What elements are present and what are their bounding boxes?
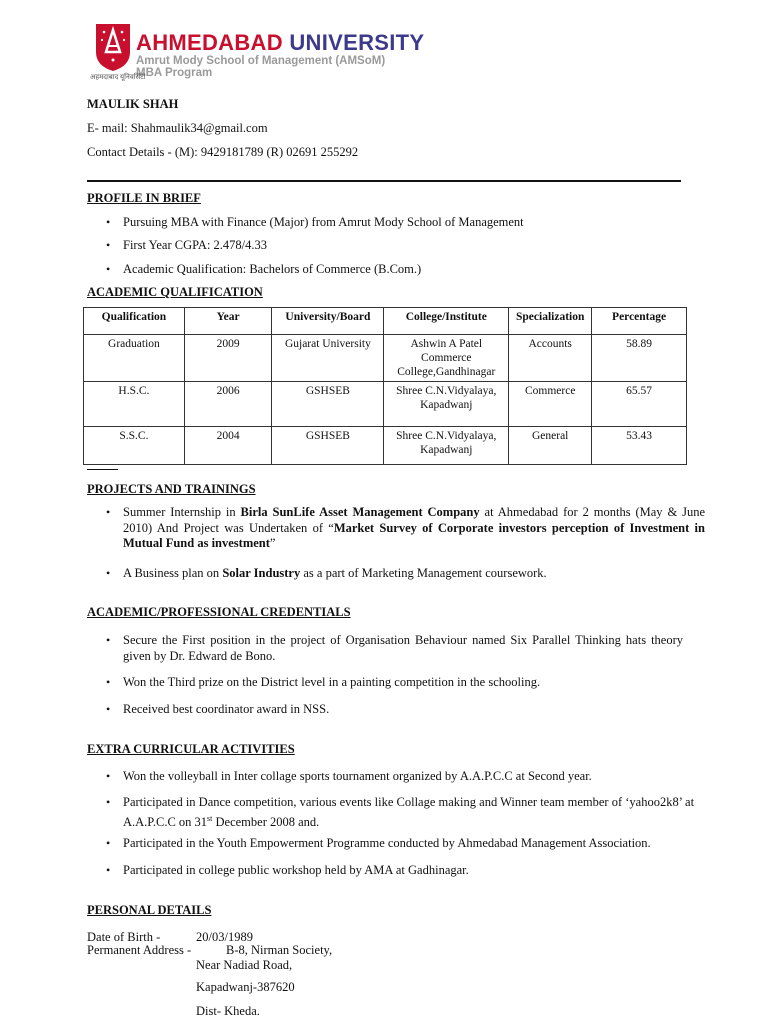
table-cell: 2006 xyxy=(184,382,272,427)
table-cell: Accounts xyxy=(509,335,592,382)
table-cell: Shree C.N.Vidyalaya, Kapadwanj xyxy=(384,382,509,427)
table-cell: 2004 xyxy=(184,427,272,465)
table-cell: Shree C.N.Vidyalaya, Kapadwanj xyxy=(384,427,509,465)
university-emblem-icon xyxy=(94,22,132,72)
column-header: Specialization xyxy=(509,308,592,335)
list-item: • Pursuing MBA with Finance (Major) from Amrut Mody School of Management xyxy=(123,215,524,231)
candidate-name: MAULIK SHAH xyxy=(87,97,179,111)
list-item: • Won the Third prize on the District level in a painting competition in the schooling. xyxy=(123,675,705,691)
address-label: Permanent Address - xyxy=(87,943,192,957)
list-item: • Secure the First position in the project of Organisation Behaviour named Six Parallel Thinking hats theory given by Dr. Edward de Bono. xyxy=(123,633,683,664)
address-line: Near Nadiad Road, xyxy=(196,958,293,972)
list-item: • A Business plan on Solar Industry as a part of Marketing Management coursework. xyxy=(123,566,705,582)
list-item: • Summer Internship in Birla SunLife Asset Management Company at Ahmedabad for 2 months (May & June 2010) And Project was Undertaken of “Market Survey of Corporate investors perception of Investment in Mutual Fund as investment” xyxy=(123,505,705,552)
list-item: • Participated in Dance competition, various events like Collage making and Winner team member of ‘yahoo2k8’ at A.A.P.C.C on 31st December 2008 and. xyxy=(123,795,703,830)
table-cell: General xyxy=(509,427,592,465)
column-header: University/Board xyxy=(272,308,384,335)
address-line: B-8, Nirman Society, xyxy=(226,943,333,957)
table-row xyxy=(84,427,687,465)
credentials-heading: ACADEMIC/PROFESSIONAL CREDENTIALS xyxy=(87,605,351,619)
profile-heading: PROFILE IN BRIEF xyxy=(87,191,201,205)
table-header-row xyxy=(84,308,687,335)
table-cell: 53.43 xyxy=(592,427,687,465)
extra-heading: EXTRA CURRICULAR ACTIVITIES xyxy=(87,742,295,756)
table-cell: H.S.C. xyxy=(84,382,185,427)
table-cell: Commerce xyxy=(509,382,592,427)
list-item: • Received best coordinator award in NSS. xyxy=(123,702,705,718)
school-name: Amrut Mody School of Management (AMSoM) xyxy=(136,55,386,67)
table-cell: Graduation xyxy=(84,335,185,382)
email-line: E- mail: Shahmaulik34@gmail.com xyxy=(87,121,268,135)
column-header: College/Institute xyxy=(384,308,509,335)
address-line: Dist- Kheda. xyxy=(196,1004,260,1018)
table-row xyxy=(84,335,687,382)
table-cell: 65.57 xyxy=(592,382,687,427)
table-cell: 58.89 xyxy=(592,335,687,382)
phone-line: Contact Details - (M): 9429181789 (R) 02691 255292 xyxy=(87,145,359,159)
table-cell: Ashwin A Patel Commerce College,Gandhinagar xyxy=(384,335,509,382)
academic-heading: ACADEMIC QUALIFICATION xyxy=(87,285,263,299)
program-name: MBA Program xyxy=(136,67,213,79)
dob-value: 20/03/1989 xyxy=(196,930,253,944)
list-item: • Won the volleyball in Inter collage sports tournament organized by A.A.P.C.C at Second year. xyxy=(123,769,705,785)
dob-label: Date of Birth - xyxy=(87,930,161,944)
column-header: Year xyxy=(184,308,272,335)
academic-table xyxy=(83,307,687,465)
university-motto: अहमदाबाद यूनिवर्सिटी xyxy=(90,73,146,81)
list-item: • Participated in college public workshop held by AMA at Gadhinagar. xyxy=(123,863,705,879)
list-item: • First Year CGPA: 2.478/4.33 xyxy=(123,238,267,254)
personal-heading: PERSONAL DETAILS xyxy=(87,903,212,917)
header-divider xyxy=(87,180,681,182)
university-name: AHMEDABAD UNIVERSITY xyxy=(136,30,425,55)
table-row xyxy=(84,382,687,427)
list-item: • Participated in the Youth Empowerment Programme conducted by Ahmedabad Management Association. xyxy=(123,836,705,852)
list-item: • Academic Qualification: Bachelors of Commerce (B.Com.) xyxy=(123,262,421,278)
projects-heading: PROJECTS AND TRAININGS xyxy=(87,482,256,496)
section-divider xyxy=(87,469,118,470)
table-cell: GSHSEB xyxy=(272,382,384,427)
table-cell: GSHSEB xyxy=(272,427,384,465)
column-header: Percentage xyxy=(592,308,687,335)
address-line: Kapadwanj-387620 xyxy=(196,980,295,994)
table-cell: Gujarat University xyxy=(272,335,384,382)
table-cell: S.S.C. xyxy=(84,427,185,465)
table-cell: 2009 xyxy=(184,335,272,382)
column-header: Qualification xyxy=(84,308,185,335)
